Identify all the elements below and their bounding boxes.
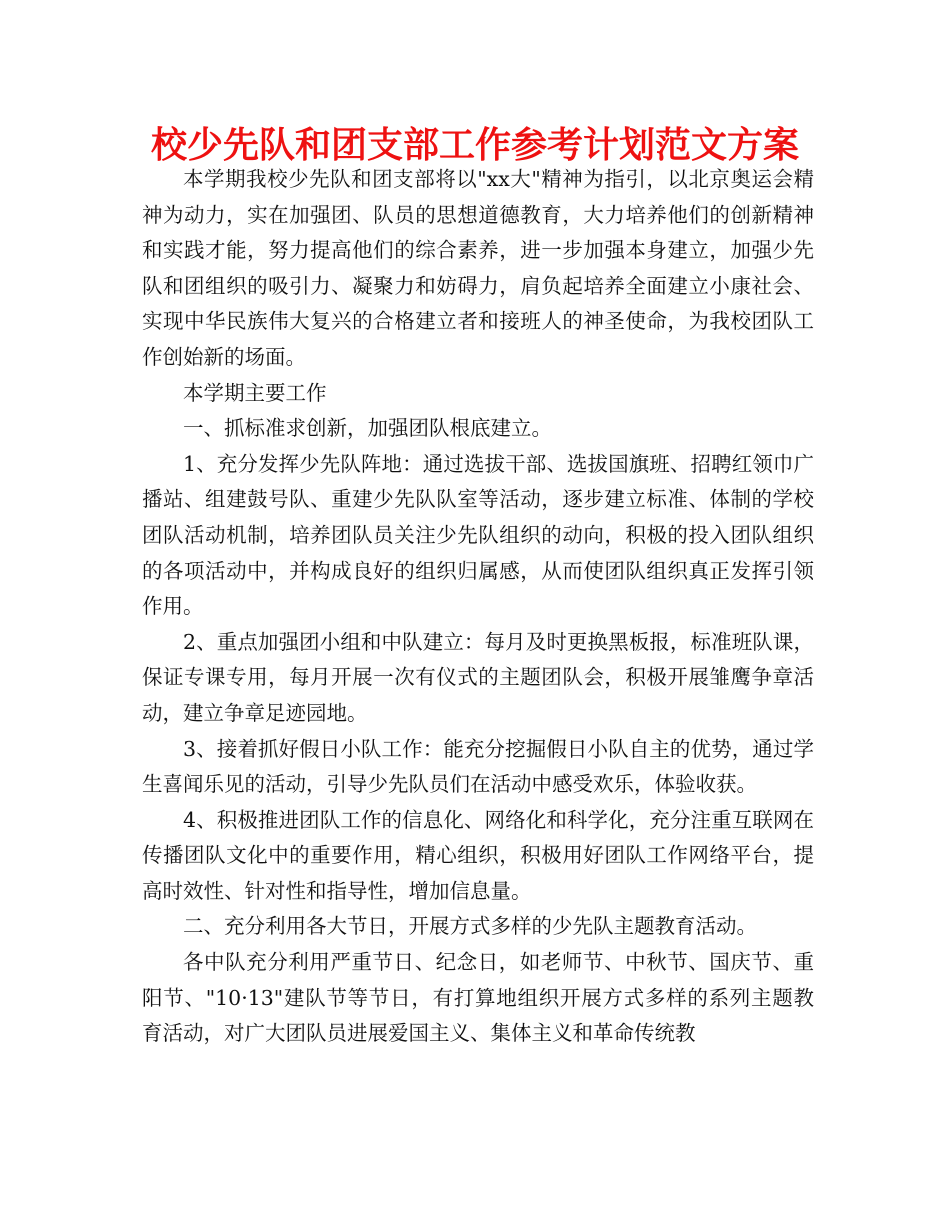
section-heading: 二、充分利用各大节日，开展方式多样的少先队主题教育活动。 xyxy=(183,914,757,939)
paragraph: 4、积极推进团队工作的信息化、网络化和科学化，充分注重互联网在传播团队文化中的重要作用，精心组织，积极用好团队工作网络平台，提高时效性、针对性和指导性，增加信息量。 xyxy=(142,807,814,903)
section-heading: 本学期主要工作 xyxy=(183,380,327,405)
paragraph: 3、接着抓好假日小队工作：能充分挖掘假日小队自主的优势，通过学生喜闻乐见的活动，引导少先队员们在活动中感受欢乐，体验收获。 xyxy=(142,736,814,797)
paragraph: 本学期我校少先队和团支部将以"xx大"精神为指引，以北京奥运会精神为动力，实在加强团、队员的思想道德教育，大力培养他们的创新精神和实践才能，努力提高他们的综合素养，进一步加强本身建立，加强少先队和团组织的吸引力、凝聚力和妨碍力，肩负起培养全面建立小康社会、实现中华民族伟大复兴的合格建立者和接班人的神圣使命，为我校团队工作创始新的场面。 xyxy=(142,167,814,369)
paragraph: 1、充分发挥少先队阵地：通过选拔干部、选拔国旗班、招聘红领巾广播站、组建鼓号队、重建少先队队室等活动，逐步建立标准、体制的学校团队活动机制，培养团队员关注少先队组织的动向，积极的投入团队组织的各项活动中，并构成良好的组织归属感，从而使团队组织真正发挥引领作用。 xyxy=(142,451,814,619)
document-title: 校少先队和团支部工作参考计划范文方案 xyxy=(150,125,799,166)
paragraph: 2、重点加强团小组和中队建立：每月及时更换黑板报，标准班队课，保证专课专用，每月开展一次有仪式的主题团队会，积极开展雏鹰争章活动，建立争章足迹园地。 xyxy=(142,629,814,725)
paragraph: 各中队充分利用严重节日、纪念日，如老师节、中秋节、国庆节、重阳节、"10·13"建队节等节日，有打算地组织开展方式多样的系列主题教育活动，对广大团队员进展爱国主义、集体主义和革命传统教 xyxy=(142,950,814,1046)
section-heading: 一、抓标准求创新，加强团队根底建立。 xyxy=(183,416,552,441)
document-body xyxy=(142,162,814,1052)
